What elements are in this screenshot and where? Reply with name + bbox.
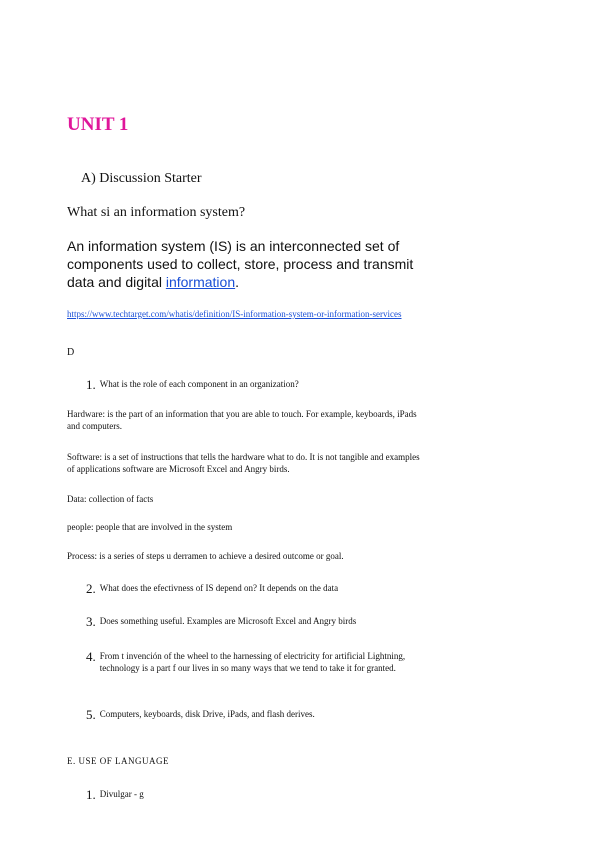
process-text: Process: is a series of steps u derramen to achieve a desired outcome or goal. [67, 551, 344, 561]
list-number: 1. [86, 787, 96, 802]
list-number: 2. [86, 581, 96, 596]
list-item [86, 378, 431, 392]
main-question: What si an information system? [67, 205, 246, 220]
main-answer [67, 237, 437, 291]
list-text: Does something useful. Examples are Microsoft Excel and Angry birds [99, 616, 357, 626]
main-answer-end: . [235, 274, 240, 290]
list-text: What does the efectivness of IS depend on? It depends on the data [99, 583, 339, 593]
list-number: 1. [86, 377, 96, 392]
list-item [86, 650, 431, 674]
section-d-heading: D [67, 347, 75, 358]
unit-title: UNIT 1 [67, 114, 129, 135]
list-text: Computers, keyboards, disk Drive, iPads, and flash derives. [99, 709, 315, 719]
hardware-text: Hardware: is the part of an information that you are able to touch. For example, keyboards, iPads and computers. [67, 409, 417, 431]
data-text: Data: collection of facts [67, 494, 154, 504]
list-text: What is the role of each component in an organization? [99, 379, 299, 389]
list-item [86, 708, 431, 722]
section-a-heading: A) Discussion Starter [81, 171, 202, 186]
software-text: Software: is a set of instructions that tells the hardware what to do. It is not tangible and examples of applications software are Microsoft Excel and Angry birds. [67, 452, 420, 474]
list-item [86, 582, 431, 596]
list-number: 3. [86, 614, 96, 629]
information-link[interactable]: information [165, 274, 236, 290]
main-answer-text: An information system (IS) is an interconnected set of components used to collect, store, process and transmit data and digital [67, 238, 414, 290]
list-text: Divulgar - g [99, 789, 144, 799]
section-e-heading: E. USE OF LANGUAGE [67, 756, 169, 766]
list-text: From t invención of the wheel to the harnessing of electricity for artificial Lightning, technology is a part f our lives in so many ways that we tend to take it for granted. [99, 651, 406, 673]
list-number: 4. [86, 649, 96, 664]
list-number: 5. [86, 707, 96, 722]
list-item [86, 615, 431, 629]
list-item [86, 788, 431, 802]
reference-link[interactable]: https://www.techtarget.com/whatis/definition/IS-information-system-or-information-services [67, 309, 402, 319]
people-text: people: people that are involved in the system [67, 522, 233, 532]
